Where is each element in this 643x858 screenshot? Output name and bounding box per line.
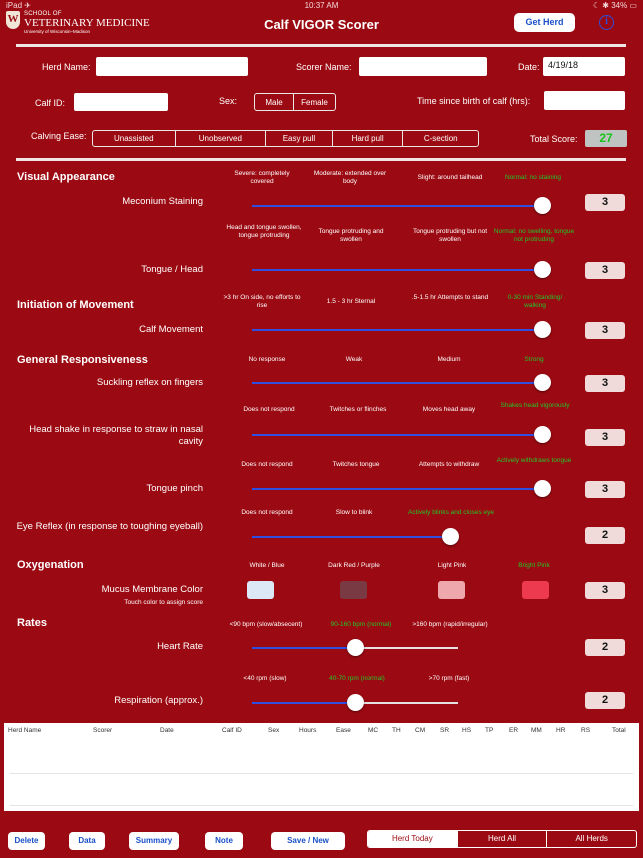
- time-since-birth-label: Time since birth of calf (hrs):: [417, 96, 531, 106]
- tongue-pinch-slider[interactable]: [252, 484, 542, 494]
- suckling-option-1: No response: [248, 356, 286, 363]
- herd-filter-selector[interactable]: [367, 830, 637, 848]
- slider-fill: [252, 647, 355, 649]
- col-herd-name: Herd Name: [8, 727, 42, 734]
- mucus-score: 3: [585, 582, 625, 599]
- tab-all-herds[interactable]: All Herds: [575, 834, 608, 843]
- slider-fill: [252, 702, 355, 704]
- logo-line-1: SCHOOL OF: [24, 11, 62, 17]
- section-general-responsiveness: General Responsiveness: [17, 354, 148, 366]
- calf-movement-slider[interactable]: [252, 325, 542, 335]
- records-table[interactable]: [4, 723, 639, 811]
- table-header: [4, 726, 639, 738]
- swatch-dark-red-purple[interactable]: [340, 581, 367, 599]
- slider-fill: [252, 269, 542, 271]
- mucus-option-3: Light Pink: [437, 562, 467, 569]
- col-cm: CM: [415, 727, 426, 734]
- section-visual-appearance: Visual Appearance: [17, 171, 115, 183]
- suckling-slider[interactable]: [252, 378, 542, 388]
- meconium-option-3: Slight: around tailhead: [417, 174, 483, 181]
- swatch-white-blue[interactable]: [247, 581, 274, 599]
- meconium-option-2: Moderate: extended over body: [313, 170, 387, 185]
- eye-reflex-score: 2: [585, 527, 625, 544]
- calf-id-label: Calf ID:: [35, 98, 66, 108]
- meconium-staining-label: Meconium Staining: [122, 196, 203, 207]
- tongue-head-slider[interactable]: [252, 265, 542, 275]
- calving-ease-unobserved[interactable]: Unobserved: [176, 131, 267, 146]
- tongue-head-option-4: Normal: no swelling, tongue not protruding: [493, 228, 575, 243]
- swatch-light-pink[interactable]: [438, 581, 465, 599]
- section-initiation-of-movement: Initiation of Movement: [17, 299, 134, 311]
- slider-thumb[interactable]: [347, 639, 364, 656]
- data-button[interactable]: Data: [69, 832, 105, 850]
- tongue-head-option-2: Tongue protruding and swollen: [318, 228, 384, 243]
- slider-thumb[interactable]: [442, 528, 459, 545]
- tongue-pinch-option-2: Twitches tongue: [332, 461, 380, 468]
- tongue-head-option-1: Head and tongue swollen, tongue protruding: [226, 224, 302, 239]
- mucus-option-1: White / Blue: [249, 562, 285, 569]
- form-divider: [16, 158, 626, 161]
- top-divider: [16, 44, 626, 47]
- slider-thumb[interactable]: [347, 694, 364, 711]
- col-ease: Ease: [336, 727, 351, 734]
- col-tp: TP: [485, 727, 494, 734]
- battery-status: ☾ ✱ 34% ▭: [592, 1, 637, 10]
- respiration-option-3: >70 rpm (fast): [428, 675, 470, 682]
- eye-reflex-option-3: Actively blinks and closes eye: [408, 509, 494, 516]
- head-shake-option-1: Does not respond: [243, 406, 295, 413]
- col-calf-id: Calf ID: [222, 727, 242, 734]
- eye-reflex-slider[interactable]: [252, 532, 450, 542]
- tongue-pinch-score: 3: [585, 481, 625, 498]
- slider-thumb[interactable]: [534, 321, 551, 338]
- head-shake-label: Head shake in response to straw in nasal cavity: [29, 424, 203, 447]
- suckling-option-3: Medium: [437, 356, 461, 363]
- total-score-label: Total Score:: [530, 134, 578, 144]
- sex-selector[interactable]: [254, 93, 336, 111]
- slider-fill: [252, 329, 542, 331]
- heart-rate-option-1: <90 bpm (slow/absecent): [229, 621, 303, 628]
- logo-line-3: University of Wisconsin–Madison: [24, 29, 91, 34]
- tab-herd-all[interactable]: Herd All: [458, 831, 548, 847]
- head-shake-slider[interactable]: [252, 430, 542, 440]
- calving-ease-label: Calving Ease:: [31, 131, 87, 141]
- col-er: ER: [509, 727, 519, 734]
- info-icon[interactable]: i: [599, 15, 614, 30]
- tab-herd-today[interactable]: Herd Today: [368, 831, 458, 847]
- slider-thumb[interactable]: [534, 261, 551, 278]
- tongue-head-option-3: Tongue protruding but not swollen: [412, 228, 488, 243]
- head-shake-option-2: Twitches or flinches: [329, 406, 387, 413]
- slider-thumb[interactable]: [534, 480, 551, 497]
- delete-button[interactable]: Delete: [8, 832, 45, 850]
- heart-rate-label: Heart Rate: [157, 641, 203, 652]
- slider-thumb[interactable]: [534, 197, 551, 214]
- respiration-score: 2: [585, 692, 625, 709]
- calf-movement-option-4: 0-30 min Standing/ walking: [507, 294, 563, 309]
- heart-rate-slider[interactable]: [252, 643, 458, 653]
- col-hr: HR: [556, 727, 566, 734]
- herd-name-label: Herd Name:: [42, 62, 91, 72]
- calf-movement-option-1: >3 hr On side, no efforts to rise: [223, 294, 301, 309]
- col-mm: MM: [531, 727, 542, 734]
- eye-reflex-option-1: Does not respond: [241, 509, 293, 516]
- col-rs: RS: [581, 727, 591, 734]
- date-input[interactable]: 4/19/18: [543, 57, 625, 76]
- date-label: Date:: [518, 62, 540, 72]
- scorer-name-label: Scorer Name:: [296, 62, 352, 72]
- meconium-slider[interactable]: [252, 201, 542, 211]
- table-row-divider: [10, 805, 633, 806]
- mucus-membrane-label: Mucus Membrane Color: [101, 584, 203, 595]
- slider-fill: [252, 205, 542, 207]
- summary-button[interactable]: Summary: [129, 832, 179, 850]
- slider-fill: [252, 434, 542, 436]
- respiration-label: Respiration (approx.): [114, 695, 203, 706]
- logo-line-2: VETERINARY MEDICINE: [24, 17, 150, 29]
- calf-id-input[interactable]: [74, 93, 168, 111]
- sex-label: Sex:: [219, 96, 238, 106]
- section-rates: Rates: [17, 617, 47, 629]
- col-hours: Hours: [299, 727, 317, 734]
- col-date: Date: [160, 727, 174, 734]
- sex-male-option[interactable]: Male: [255, 94, 294, 110]
- col-scorer: Scorer: [93, 727, 113, 734]
- heart-rate-option-2: 90-160 bpm (normal): [330, 621, 392, 628]
- table-row-divider: [10, 773, 633, 774]
- col-sex: Sex: [268, 727, 280, 734]
- calf-movement-option-3: .5-1.5 hr Attempts to stand: [411, 294, 489, 301]
- time-since-birth-input[interactable]: [544, 91, 625, 110]
- device-label: iPad ✈: [6, 1, 31, 10]
- save-new-button[interactable]: Save / New: [271, 832, 345, 850]
- mucus-option-4: Bright Pink: [518, 562, 550, 569]
- respiration-option-1: <40 rpm (slow): [243, 675, 287, 682]
- slider-thumb[interactable]: [534, 426, 551, 443]
- herd-name-input[interactable]: [96, 57, 248, 76]
- suckling-option-2: Weak: [345, 356, 363, 363]
- col-sr: SR: [440, 727, 450, 734]
- total-score-value: 27: [585, 130, 627, 147]
- head-shake-option-3: Moves head away: [422, 406, 476, 413]
- tongue-head-score: 3: [585, 262, 625, 279]
- note-button[interactable]: Note: [205, 832, 243, 850]
- tongue-head-label: Tongue / Head: [141, 264, 203, 275]
- respiration-slider[interactable]: [252, 698, 458, 708]
- head-shake-option-4: Shakes head vigorously: [500, 402, 570, 409]
- mucus-option-2: Dark Red / Purple: [328, 562, 380, 569]
- tongue-pinch-option-3: Attempts to withdraw: [418, 461, 480, 468]
- calving-ease-c-section[interactable]: C-section: [423, 134, 458, 143]
- calving-ease-hard-pull[interactable]: Hard pull: [333, 131, 404, 146]
- tongue-pinch-label: Tongue pinch: [146, 483, 203, 494]
- slider-fill: [252, 536, 450, 538]
- slider-thumb[interactable]: [534, 374, 551, 391]
- calving-ease-unassisted[interactable]: Unassisted: [93, 131, 176, 146]
- calf-movement-score: 3: [585, 322, 625, 339]
- sex-female-option[interactable]: Female: [301, 97, 328, 107]
- calving-ease-easy-pull[interactable]: Easy pull: [266, 131, 333, 146]
- suckling-score: 3: [585, 375, 625, 392]
- col-total: Total: [612, 727, 626, 734]
- mucus-hint: Touch color to assign score: [124, 599, 203, 606]
- get-herd-button[interactable]: Get Herd: [514, 13, 575, 32]
- meconium-option-4: Normal: no staining: [505, 174, 561, 181]
- tongue-pinch-option-4: Actively withdraws tongue: [496, 457, 572, 464]
- crest-icon: W: [6, 11, 20, 29]
- meconium-score: 3: [585, 194, 625, 211]
- respiration-option-2: 40-70 rpm (normal): [329, 675, 385, 682]
- swatch-bright-pink[interactable]: [522, 581, 549, 599]
- eye-reflex-option-2: Slow to blink: [335, 509, 373, 516]
- scorer-name-input[interactable]: [359, 57, 487, 76]
- slider-fill: [252, 488, 542, 490]
- col-th: TH: [392, 727, 401, 734]
- suckling-option-4: Strong: [524, 356, 544, 363]
- eye-reflex-label: Eye Reflex (in response to toughing eyeball): [16, 521, 203, 532]
- tongue-pinch-option-1: Does not respond: [241, 461, 293, 468]
- heart-rate-option-3: >160 bpm (rapid/irregular): [412, 621, 488, 628]
- calf-movement-option-2: 1.5 - 3 hr Sternal: [326, 298, 376, 305]
- slider-fill: [252, 382, 542, 384]
- calving-ease-selector[interactable]: [92, 130, 479, 147]
- head-shake-score: 3: [585, 429, 625, 446]
- heart-rate-score: 2: [585, 639, 625, 656]
- suckling-reflex-label: Suckling reflex on fingers: [96, 377, 203, 388]
- col-mc: MC: [368, 727, 379, 734]
- status-time: 10:37 AM: [304, 1, 339, 10]
- col-hs: HS: [462, 727, 472, 734]
- meconium-option-1: Severe: completely covered: [234, 170, 290, 185]
- section-oxygenation: Oxygenation: [17, 559, 84, 571]
- calf-movement-label: Calf Movement: [139, 324, 203, 335]
- app-title: Calf VIGOR Scorer: [264, 17, 379, 32]
